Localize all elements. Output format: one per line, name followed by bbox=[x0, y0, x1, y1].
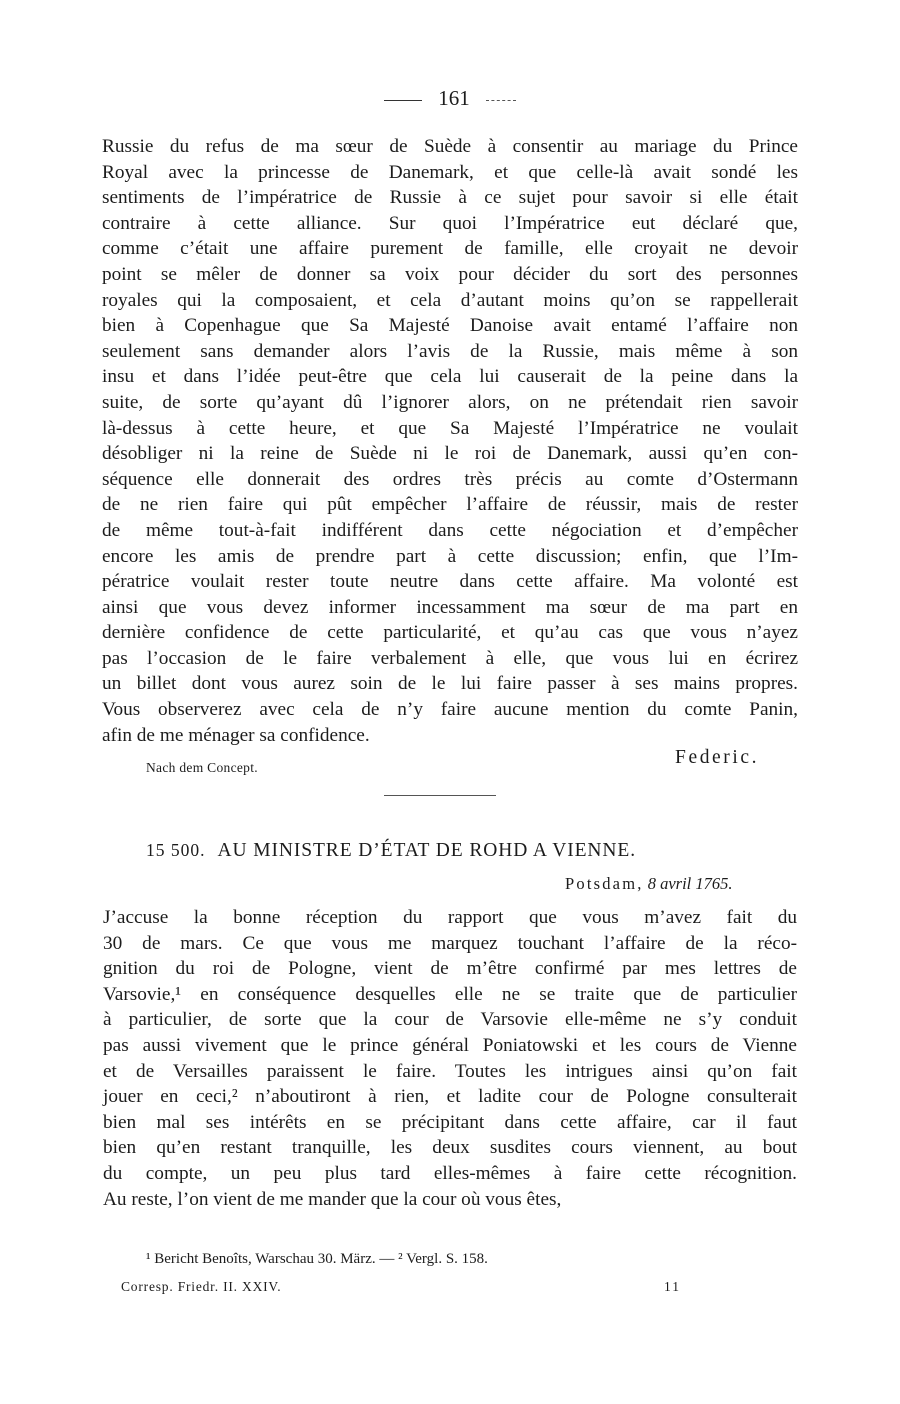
text-line: pératrice voulait rester toute neutre dans cette affaire. Ma volonté est bbox=[102, 571, 798, 593]
text-line: comme c’était une affaire purement de famille, elle croyait ne devoir bbox=[102, 238, 798, 260]
text-line: pas aussi vivement que le prince général Poniatowski et les cours de Vienne bbox=[103, 1034, 797, 1056]
text-line: Au reste, l’on vient de me mander que la cour où vous êtes, bbox=[103, 1188, 562, 1210]
header-rule-right bbox=[486, 100, 516, 101]
text-line: Royal avec la princesse de Danemark, et que celle-là avait sondé les bbox=[102, 161, 798, 183]
text-line: pas l’occasion de le faire verbalement à elle, que vous lui en écrirez bbox=[102, 647, 798, 669]
text-line: contraire à cette alliance. Sur quoi l’Impératrice eut déclaré que, bbox=[102, 212, 798, 234]
printer-signature-line bbox=[121, 1279, 681, 1295]
text-line: seulement sans demander alors l’avis de la Russie, mais même à son bbox=[102, 340, 798, 362]
page-number: 161 bbox=[438, 86, 470, 110]
text-line: sentiments de l’impératrice de Russie à ce sujet pour savoir si elle était bbox=[102, 187, 798, 209]
text-line: à particulier, de sorte que la cour de Varsovie elle-même ne s’y conduit bbox=[103, 1009, 797, 1031]
signature: Federic. bbox=[675, 747, 760, 768]
letter-heading bbox=[146, 840, 636, 862]
letter-number: 15 500. bbox=[146, 840, 206, 860]
text-line: afin de me ménager sa confidence. bbox=[102, 724, 370, 746]
text-line: ainsi que vous devez informer incessamment ma sœur de ma part en bbox=[102, 596, 798, 618]
footnotes: ¹ Bericht Benoîts, Warschau 30. März. — ² Vergl. S. 158. bbox=[146, 1251, 488, 1267]
page-number-header bbox=[0, 86, 900, 111]
volume-reference: Corresp. Friedr. II. XXIV. bbox=[121, 1279, 282, 1294]
sheet-signature: 11 bbox=[664, 1279, 681, 1294]
text-line: désobliger ni la reine de Suède ni le roi de Danemark, aussi qu’en con- bbox=[102, 443, 798, 465]
text-line: là-dessus à cette heure, et que Sa Majesté l’Impératrice ne voulait bbox=[102, 417, 798, 439]
text-line: 30 de mars. Ce que vous me marquez touchant l’affaire de la réco- bbox=[103, 932, 797, 954]
text-line: de ne rien faire qui pût empêcher l’affaire de réussir, mais de rester bbox=[102, 494, 798, 516]
source-note: Nach dem Concept. bbox=[146, 760, 258, 775]
dateline-date: 8 avril 1765. bbox=[647, 874, 733, 893]
text-line: point se mêler de donner sa voix pour décider du sort des personnes bbox=[102, 263, 798, 285]
section-separator bbox=[384, 795, 496, 796]
text-line: un billet dont vous aurez soin de le lui faire passer à ses mains propres. bbox=[102, 673, 798, 695]
dateline bbox=[565, 874, 733, 894]
text-line: Russie du refus de ma sœur de Suède à consentir au mariage du Prince bbox=[102, 136, 798, 157]
text-line: bien qu’en restant tranquille, les deux susdites cours viennent, au bout bbox=[103, 1137, 797, 1159]
text-line: gnition du roi de Pologne, vient de m’être confirmé par mes lettres de bbox=[103, 958, 797, 980]
text-line: bien mal ses intérêts en se précipitant dans cette affaire, car il faut bbox=[103, 1111, 797, 1133]
text-line: séquence elle donnerait des ordres très précis au comte d’Ostermann bbox=[102, 468, 798, 490]
letter-body-continuation bbox=[102, 134, 798, 748]
text-line: Varsovie,¹ en conséquence desquelles elle ne se traite que de particulier bbox=[103, 983, 797, 1005]
letter-body bbox=[103, 905, 797, 1212]
header-rule-left bbox=[384, 100, 422, 101]
text-line: dernière confidence de cette particularité, et qu’au cas que vous n’ayez bbox=[102, 622, 798, 644]
text-line: insu et dans l’idée peut-être que cela lui causerait de la peine dans la bbox=[102, 366, 798, 388]
dateline-place: Potsdam, bbox=[565, 874, 644, 893]
text-line: encore les amis de prendre part à cette discussion; enfin, que l’Im- bbox=[102, 545, 798, 567]
text-line: bien à Copenhague que Sa Majesté Danoise avait entamé l’affaire non bbox=[102, 315, 798, 337]
text-line: royales qui la composaient, et cela d’autant moins qu’on se rappellerait bbox=[102, 289, 798, 311]
text-line: J’accuse la bonne réception du rapport que vous m’avez fait du bbox=[103, 907, 797, 928]
text-line: Vous observerez avec cela de n’y faire aucune mention du comte Panin, bbox=[102, 699, 798, 721]
text-line: jouer en ceci,² n’aboutiront à rien, et ladite cour de Pologne consulterait bbox=[103, 1086, 797, 1108]
text-line: suite, de sorte qu’ayant dû l’ignorer alors, on ne prétendait rien savoir bbox=[102, 391, 798, 413]
letter-title: AU MINISTRE D’ÉTAT DE ROHD A VIENNE. bbox=[217, 840, 636, 861]
text-line: du compte, un peu plus tard elles-mêmes à faire cette récognition. bbox=[103, 1162, 797, 1184]
text-line: de même tout-à-fait indifférent dans cette négociation et d’empêcher bbox=[102, 519, 798, 541]
text-line: et de Versailles paraissent le faire. Toutes les intrigues ainsi qu’on fait bbox=[103, 1060, 797, 1082]
